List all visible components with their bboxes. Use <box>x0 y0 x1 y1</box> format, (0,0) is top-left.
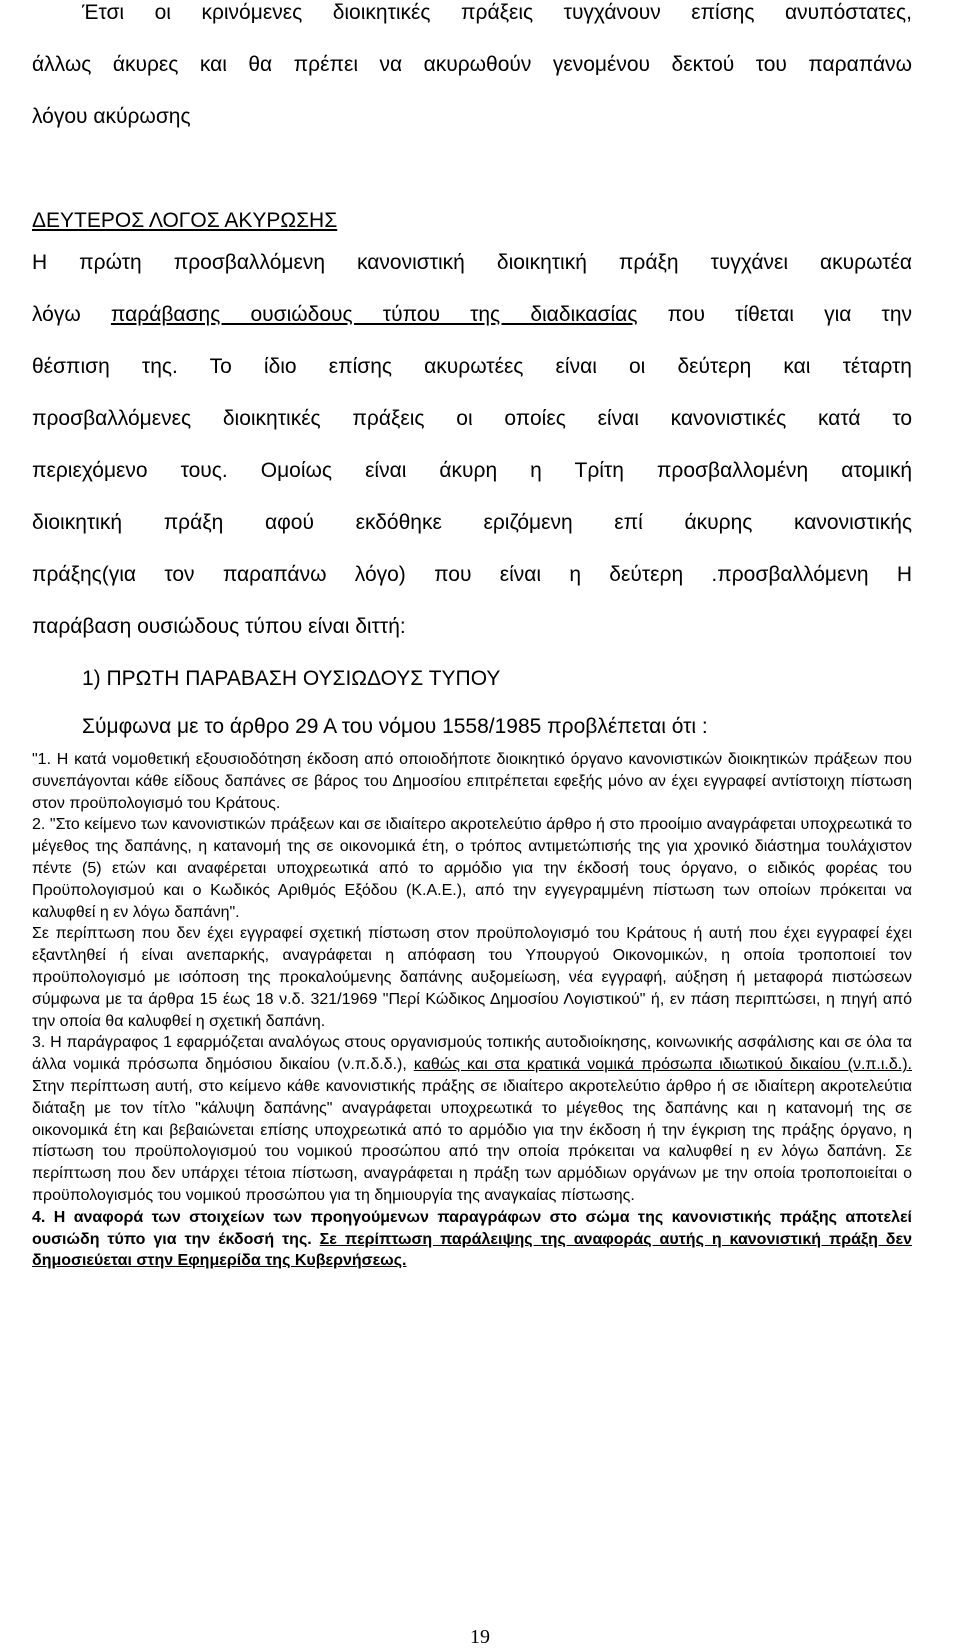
text-line: θέσπιση της. Το ίδιο επίσης ακυρωτέες είναι οι δεύτερη και τέταρτη <box>32 355 912 378</box>
text-span: λόγω <box>32 303 111 326</box>
underlined-text: καθώς και στα κρατικά νομικά πρόσωπα ιδιωτικού δικαίου (ν.π.ι.δ.). <box>413 1056 912 1074</box>
text-span: που τίθεται για την <box>637 303 913 326</box>
text-line: προσβαλλόμενες διοικητικές πράξεις οι οποίες είναι κανονιστικές κατά το <box>32 407 912 430</box>
text-span: 4. Η αναφορά των στοιχείων των προηγούμενων παραγράφων στο σώμα της κανονιστικής πράξης αποτελεί ουσιώδη τύπο για την έκδοσή της. <box>32 1208 912 1248</box>
page-number: 19 <box>470 1626 490 1648</box>
text-line <box>32 289 912 341</box>
sub-heading: 1) ΠΡΩΤΗ ΠΑΡΑΒΑΣΗ ΟΥΣΙΩΔΟΥΣ ΤΥΠΟΥ <box>82 667 501 690</box>
text-line: περιεχόμενο τους. Ομοίως είναι άκυρη η Τρίτη προσβαλλομένη ατομική <box>32 459 912 482</box>
law-paragraph-5 <box>32 1207 912 1272</box>
law-paragraph-1: "1. Η κατά νομοθετική εξουσιοδότηση έκδοση από οποιοδήποτε διοικητικό όργανο κανονιστικών διοικητικών πράξεων που συνεπάγονται κάθε είδους δαπάνες σε βάρος του Δημοσίου επιτρέπεται εφεξής μόνο αν έχει εγγραφεί αντίστοιχη πίστωση στον προϋπολογισμό του Κράτους. <box>32 751 912 812</box>
document-page <box>32 0 912 1272</box>
law-paragraph-2: 2. "Στο κείμενο των κανονιστικών πράξεων και σε ιδιαίτερο ακροτελεύτιο άρθρο ή στο προοίμιο αναγράφεται υποχρεωτικά το μέγεθος της δαπάνης, η κατανομή της σε οικονομικά έτη, ο τρόπος αντιμετώπισής της για χρονικό διάστημα τουλάχιστον πέντε (5) ετών και αναφέρεται υποχρεωτικά από το αρμόδιο για την έκδοσή τους όργανο, ο ειδικός φορέας του Προϋπολογισμού και ο Κωδικός Αριθμός Εξόδου (Κ.Α.Ε.), από την εγγεγραμμένη πίστωση των οποίων πρόκειται να καλυφθεί η εν λόγω δαπάνη". <box>32 816 912 921</box>
text-line: λόγου ακύρωσης <box>32 105 191 128</box>
text-line: άλλως άκυρες και θα πρέπει να ακυρωθούν γενομένου δεκτού του παραπάνω <box>32 53 912 76</box>
text-line: παράβαση ουσιώδους τύπου είναι διττή: <box>32 615 406 638</box>
text-line: Έτσι οι κρινόμενες διοικητικές πράξεις τυγχάνουν επίσης ανυπόστατες, <box>82 1 912 24</box>
intro-paragraph <box>32 0 912 143</box>
law-paragraph-3: Σε περίπτωση που δεν έχει εγγραφεί σχετική πίστωση στον προϋπολογισμό του Κράτους ή αυτή που έχει εγγραφεί έχει εξαντληθεί ή είναι ανεπαρκής, αναγράφεται η απόφαση του Υπουργού Οικονομικών, η οποία τροποποιεί τον προϋπολογισμό με ισόποση της προκαλούμενης δαπάνης αυξομείωση, νέα εγγραφή, αύξηση ή μεταφορά πιστώσεων σύμφωνα με τα άρθρα 15 έως 18 ν.δ. 321/1969 "Περί Κώδικος Δημοσίου Λογιστικού" ή, εν πάση περιπτώσει, η πηγή από την οποία θα καλυφθεί η σχετική δαπάνη. <box>32 925 912 1030</box>
text-line: πράξης(για τον παραπάνω λόγο) που είναι η δεύτερη .προσβαλλόμενη Η <box>32 563 912 586</box>
text-line: διοικητική πράξη αφού εκδόθηκε εριζόμενη επί άκυρης κανονιστικής <box>32 511 912 534</box>
underlined-text: Σε περίπτωση παράλειψης της αναφοράς αυτής η κανονιστική πράξη δεν δημοσιεύεται στην Εφημερίδα της Κυβερνήσεως. <box>32 1230 913 1270</box>
underlined-text: παράβασης ουσιώδους τύπου της διαδικασίας <box>110 303 638 326</box>
law-intro: Σύμφωνα με το άρθρο 29 Α του νόμου 1558/1985 προβλέπεται ότι : <box>82 715 708 738</box>
text-span: 3. Η παράγραφος 1 εφαρμόζεται αναλόγως στους οργανισμούς τοπικής αυτοδιοίκησης, κοινωνικής ασφάλισης και σε όλα τα άλλα νομικά πρόσωπα δημόσιου δικαίου (ν.π.δ.δ.), <box>32 1034 912 1074</box>
law-paragraph-4 <box>32 1032 912 1206</box>
section-heading-text: ΔΕΥΤΕΡΟΣ ΛΟΓΟΣ ΑΚΥΡΩΣΗΣ <box>32 209 338 232</box>
argument-paragraph <box>32 237 912 749</box>
text-span: Στην περίπτωση αυτή, στο κείμενο κάθε κανονιστικής πράξης σε ιδιαίτερο ακροτελεύτιο άρθρο ή σε ιδιαίτερη ακροτελεύτια διάταξη με τον τίτλο "κάλυψη δαπάνης" αναγράφεται υποχρεωτικά το μέγεθος της δαπάνης και η κατανομή της σε οικονομικά έτη και βεβαιώνεται επίσης υποχρεωτικά από το αρμόδιο για την έκδοση ή την έγκριση της πράξης όργανο, η πίστωση του προϋπολογισμού του νομικού προσώπου από την οποία πρόκειται να καλυφθεί η εν λόγω δαπάνη. Σε περίπτωση που δεν υπάρχει τέτοια πίστωση, αναγράφεται η πράξη των αρμόδιων οργάνων με την οποία τροποποιείται ο προϋπολογισμός του νομικού προσώπου για τη δημιουργία της αναγκαίας πίστωσης. <box>32 1077 912 1204</box>
law-quote <box>32 749 912 1272</box>
text-line: Η πρώτη προσβαλλόμενη κανονιστική διοικητική πράξη τυγχάνει ακυρωτέα <box>32 251 912 274</box>
